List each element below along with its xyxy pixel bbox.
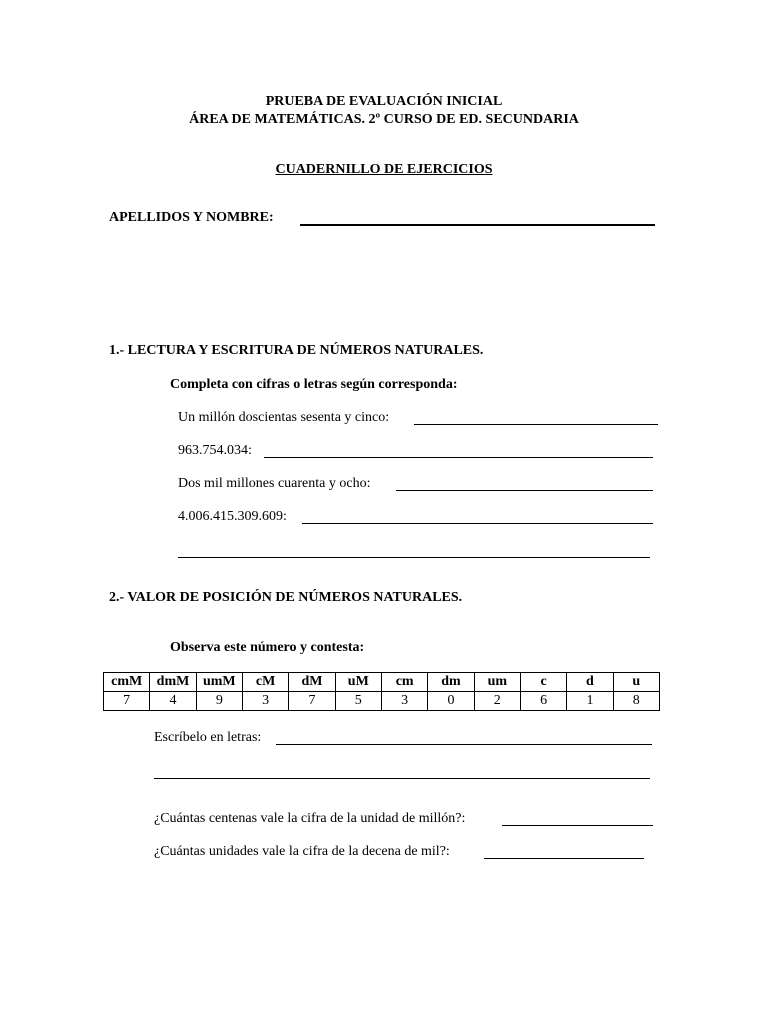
header-cell: uM xyxy=(335,673,381,692)
header-cell: cM xyxy=(242,673,288,692)
place-value-header-row xyxy=(104,673,660,692)
item-4-label: 4.006.415.309.609: xyxy=(178,509,287,524)
digit-cell: 7 xyxy=(104,692,150,711)
section-1-instruction: Completa con cifras o letras según corresponda: xyxy=(170,377,458,392)
digit-cell: 2 xyxy=(474,692,520,711)
header-cell: d xyxy=(567,673,613,692)
digit-cell: 3 xyxy=(381,692,427,711)
item-1-label: Un millón doscientas sesenta y cinco: xyxy=(178,410,390,425)
item-1-answer-line[interactable] xyxy=(414,424,658,425)
header-cell: cmM xyxy=(104,673,150,692)
header-cell: dmM xyxy=(150,673,196,692)
question-1-label: ¿Cuántas centenas vale la cifra de la unidad de millón?: xyxy=(154,811,466,826)
subtitle: CUADERNILLO DE EJERCICIOS xyxy=(275,162,493,177)
extra-answer-line[interactable] xyxy=(178,557,650,558)
digit-cell: 9 xyxy=(196,692,242,711)
digit-cell: 4 xyxy=(150,692,196,711)
name-label: APELLIDOS Y NOMBRE: xyxy=(109,210,274,225)
header-cell: um xyxy=(474,673,520,692)
section-2-instruction: Observa este número y contesta: xyxy=(170,640,365,655)
name-answer-line[interactable] xyxy=(300,224,655,226)
header-cell: cm xyxy=(381,673,427,692)
item-4-answer-line[interactable] xyxy=(302,523,653,524)
question-2-answer-line[interactable] xyxy=(484,858,644,859)
header-cell: c xyxy=(520,673,566,692)
digit-cell: 8 xyxy=(613,692,659,711)
place-value-table xyxy=(103,672,660,711)
place-value-digit-row xyxy=(104,692,660,711)
digit-cell: 6 xyxy=(520,692,566,711)
header-cell: dM xyxy=(289,673,335,692)
title-line-1: PRUEBA DE EVALUACIÓN INICIAL xyxy=(265,94,503,109)
section-1-heading: 1.- LECTURA Y ESCRITURA DE NÚMEROS NATURALES. xyxy=(109,343,484,358)
write-in-letters-line-2[interactable] xyxy=(154,778,650,779)
header-cell: dm xyxy=(428,673,474,692)
digit-cell: 7 xyxy=(289,692,335,711)
header-cell: umM xyxy=(196,673,242,692)
section-2-heading: 2.- VALOR DE POSICIÓN DE NÚMEROS NATURALES. xyxy=(109,590,463,605)
write-in-letters-line[interactable] xyxy=(276,744,652,745)
digit-cell: 0 xyxy=(428,692,474,711)
question-1-answer-line[interactable] xyxy=(502,825,653,826)
item-2-answer-line[interactable] xyxy=(264,457,653,458)
header-cell: u xyxy=(613,673,659,692)
digit-cell: 5 xyxy=(335,692,381,711)
item-2-label: 963.754.034: xyxy=(178,443,252,458)
item-3-answer-line[interactable] xyxy=(396,490,653,491)
title-line-2: ÁREA DE MATEMÁTICAS. 2º CURSO DE ED. SECUNDARIA xyxy=(189,112,579,127)
item-3-label: Dos mil millones cuarenta y ocho: xyxy=(178,476,371,491)
digit-cell: 3 xyxy=(242,692,288,711)
question-2-label: ¿Cuántas unidades vale la cifra de la decena de mil?: xyxy=(154,844,450,859)
write-in-letters-label: Escríbelo en letras: xyxy=(154,730,262,745)
digit-cell: 1 xyxy=(567,692,613,711)
